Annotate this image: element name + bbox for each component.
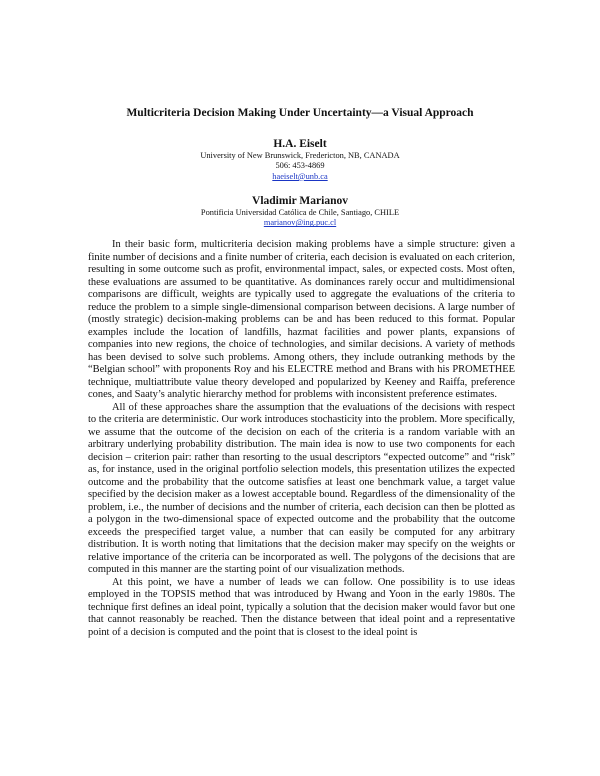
author-affiliation: Pontificia Universidad Católica de Chile, Santiago, CHILE xyxy=(200,208,400,217)
author-email-link[interactable]: marianov@ing.puc.cl xyxy=(263,218,337,228)
author-affiliation: University of New Brunswick, Fredericton, NB, CANADA xyxy=(200,151,400,160)
paragraph: At this point, we have a number of leads we can follow. One possibility is to use ideas employed in the TOPSIS method that was introduced by Hwang and Yoon in the early 1980s. The technique first defines an ideal point, typically a solution that the decision maker would favor but one that cannot reasonably be reached. Then the distance between that ideal point and a representative point of a decision is computed and the point that is closest to the ideal point is xyxy=(88,576,515,638)
author-phone: 506: 453-4869 xyxy=(275,161,325,171)
paragraph: In their basic form, multicriteria decision making problems have a simple structure: given a finite number of decisions and a finite number of criteria, each decision is evaluated on each criterion, resulting in some outcome such as profit, environmental impact, sales, or expected costs. Most often, these evaluations are assumed to be quantitative. As dominances rarely occur and multidimensional comparisons are difficult, weights are typically used to aggregate the evaluations of the criteria to reduce the problem to a simple single-dimensional comparison between decisions. A large number of (mostly strategic) decision-making problems can be and has been reduced to this format. Popular examples include the location of landfills, hazmat facilities and power plants, expansions of companies into new regions, the choice of technologies, and similar decisions. A variety of methods has been devised to solve such problems. Among others, they include outranking methods by the “Belgian school” with proponents Roy and his ELECTRE method and Brans with his PROMETHEE technique, multiattribute value theory developed and popularized by Keeney and Raiffa, preference cones, and Saaty’s analytic hierarchy method for problems with inconsistent preference estimates. xyxy=(88,239,515,400)
paper-title: Multicriteria Decision Making Under Uncertainty—a Visual Approach xyxy=(126,107,474,119)
body-text xyxy=(88,239,515,639)
author-block-eiselt xyxy=(0,137,600,182)
author-email-link[interactable]: haeiselt@unb.ca xyxy=(272,171,328,181)
author-name: H.A. Eiselt xyxy=(273,138,327,150)
author-block-marianov xyxy=(0,194,600,229)
paragraph: All of these approaches share the assumption that the evaluations of the decisions with respect to the criteria are deterministic. Our work introduces stochasticity into the problem. More specifically, we assume that the outcome of the decision on each of the criteria is a random variable with an arbitrary underlying probability distribution. The main idea is now to use two components for each decision – criterion pair: rather than resorting to the usual descriptors “expected outcome” and “risk” as, for instance, used in the original portfolio selection models, this presentation utilizes the expected outcome and the probability that the outcome satisfies at least one benchmark value, a target value specified by the decision maker as a lowest acceptable bound. Regardless of the dimensionality of the problem, i.e., the number of decisions and the number of criteria, each decision can then be plotted as a polygon in the two-dimensional space of expected outcome and the probability that the outcome exceeds the prespecified target value, a number that can easily be computed for any arbitrary distribution. It is worth noting that limitations that the decision maker may specify on the weights or relative importance of the criteria can be incorporated as well. The polygons of the decisions that are computed in this manner are the starting point of our visualization methods. xyxy=(88,401,515,575)
author-name: Vladimir Marianov xyxy=(252,195,348,207)
